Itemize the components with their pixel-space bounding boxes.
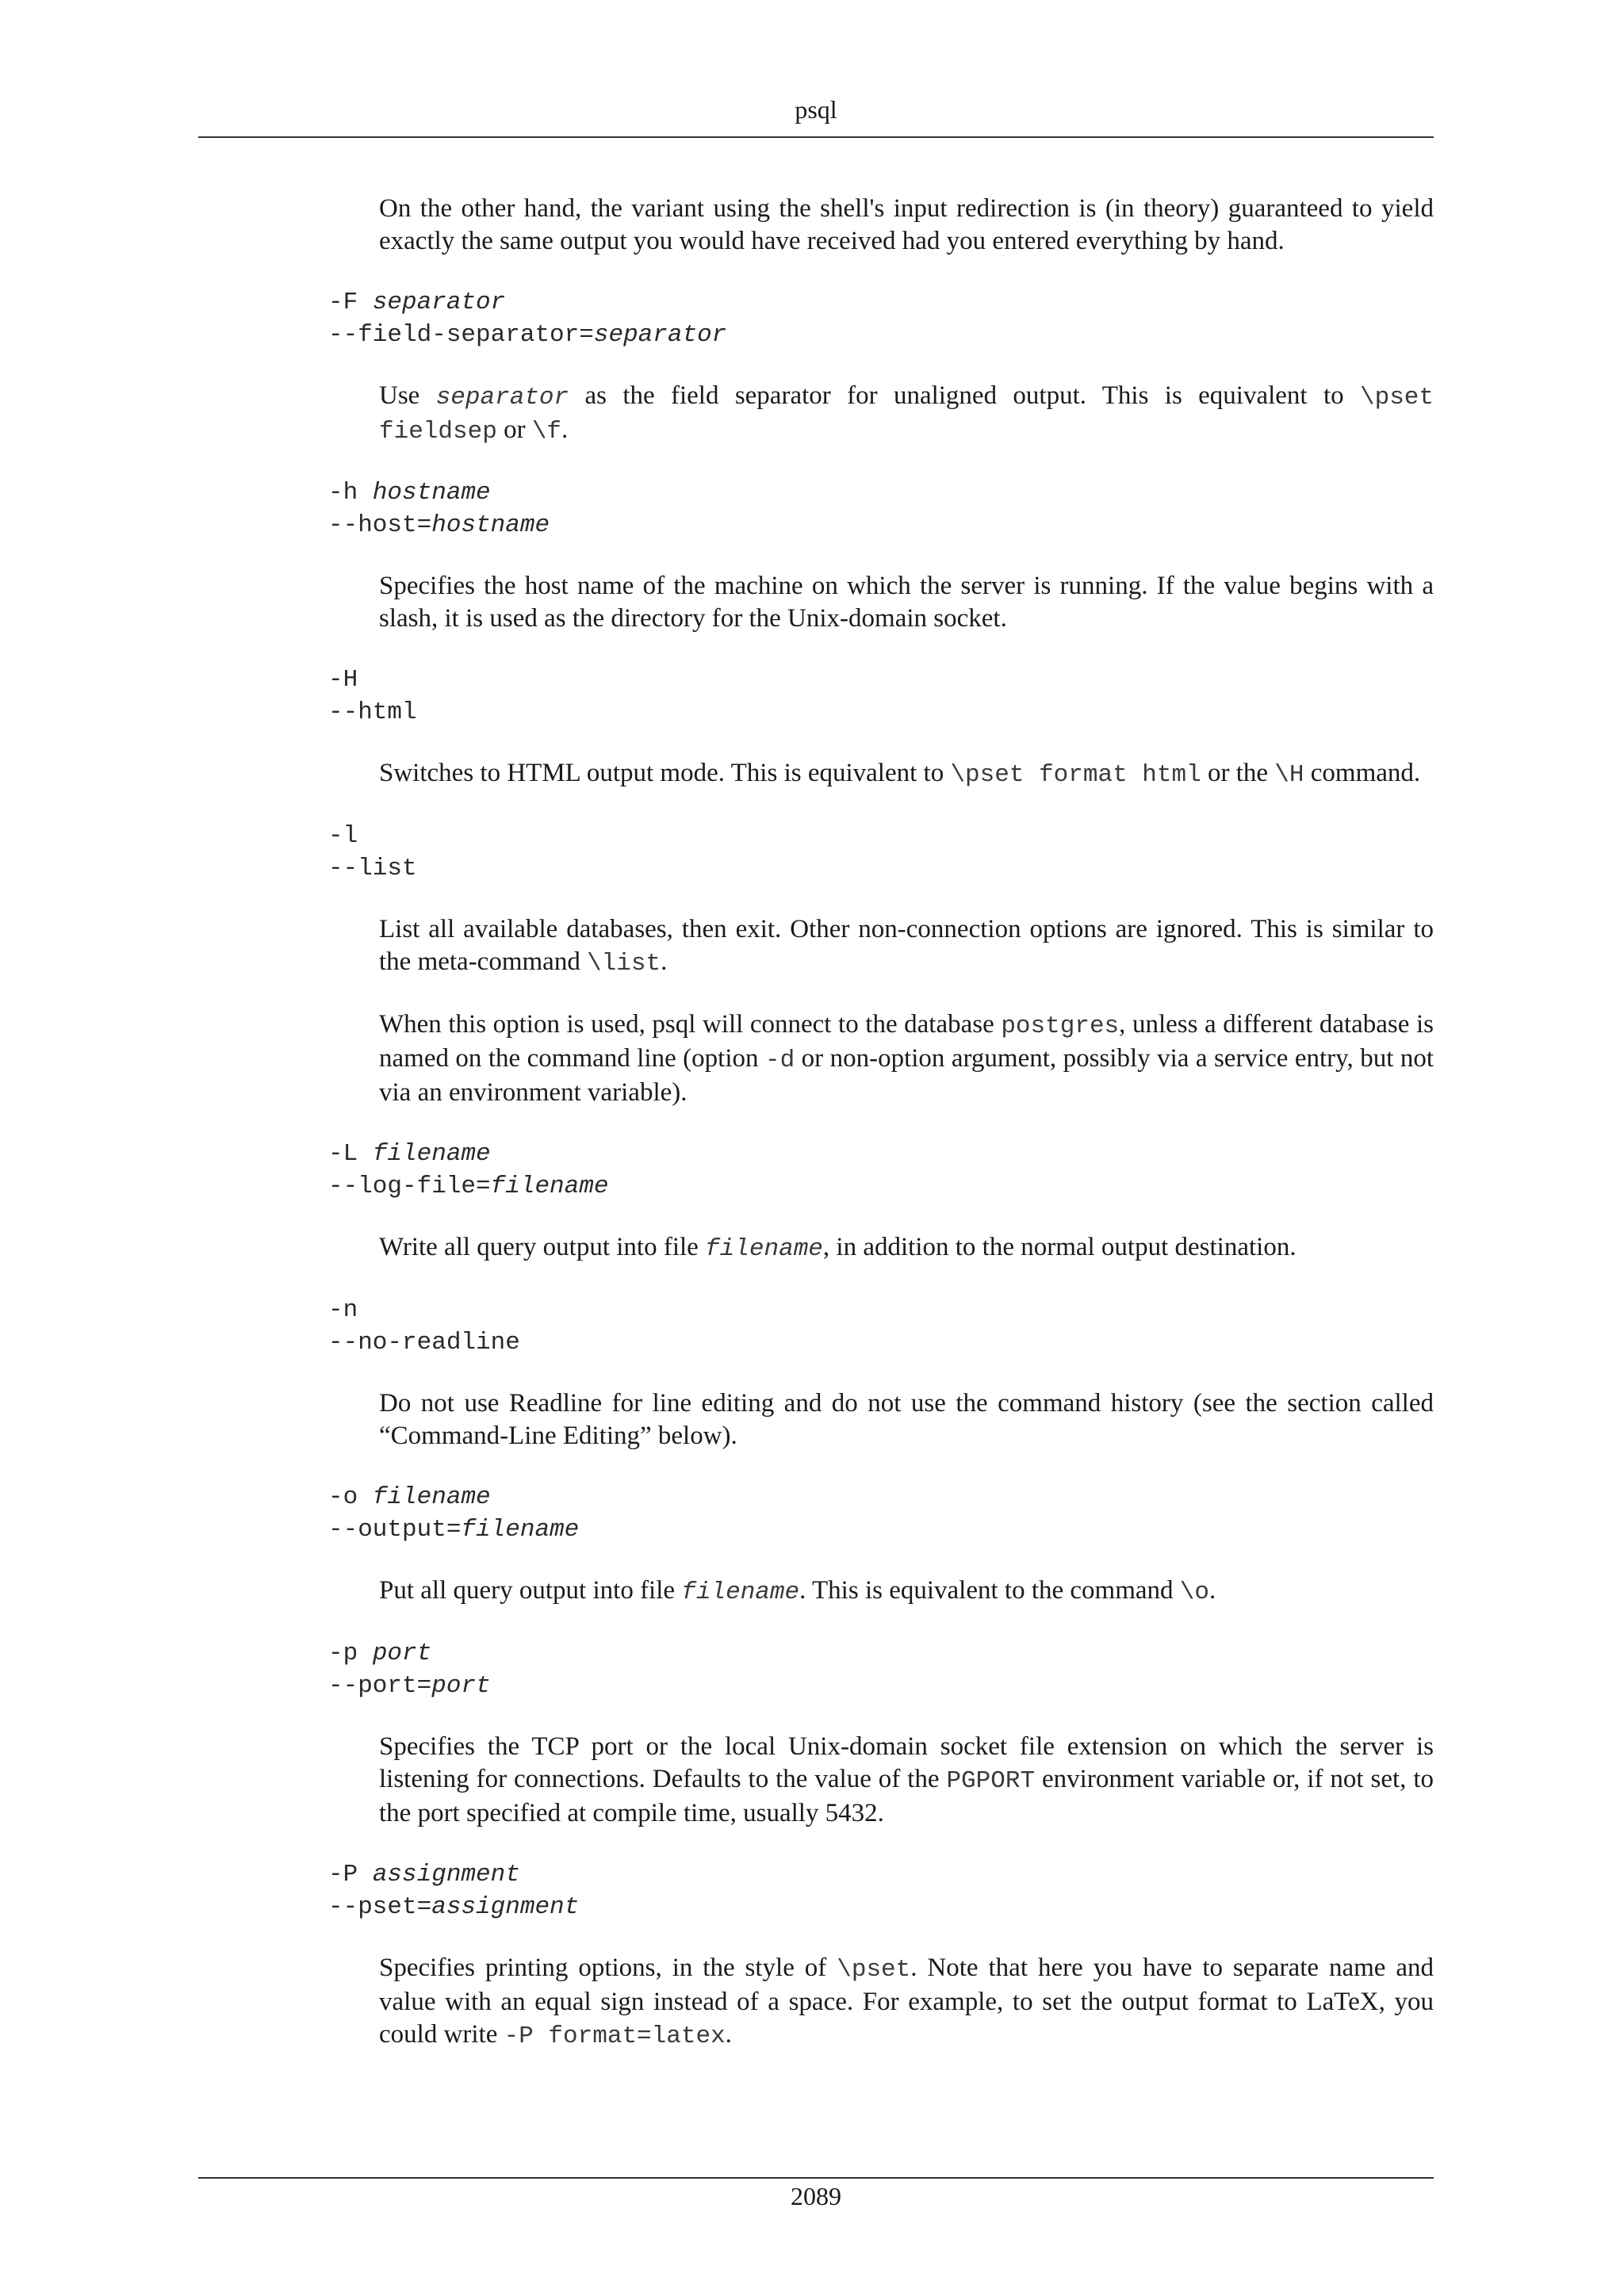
option-o-term <box>328 1481 1434 1546</box>
option-h-term <box>328 476 1434 541</box>
option-L-term <box>328 1138 1434 1203</box>
option-P-short: -P assignment <box>328 1861 520 1888</box>
option-H-term <box>328 664 1434 729</box>
option-n-long: --no-readline <box>328 1329 520 1357</box>
option-L-short: -L filename <box>328 1140 491 1168</box>
footer-rule <box>198 2177 1434 2179</box>
running-header: psql <box>795 95 837 124</box>
option-o-short: -o filename <box>328 1483 491 1511</box>
option-P-description: Specifies printing options, in the style of \pset. Note that here you have to separate name and value with an equal sign instead of a space. For example, to set the output format to LaTeX, you could write -P format=latex. <box>379 1954 1434 2050</box>
option-l-short: -l <box>328 822 358 850</box>
option-p-short: -p port <box>328 1640 432 1667</box>
option-F-description: Use separator as the field separator for unaligned output. This is equivalent to \pset fieldsep or \f. <box>379 381 1434 446</box>
option-h-description: Specifies the host name of the machine on which the server is running. If the value begins with a slash, it is used as the directory for the Unix-domain socket. <box>379 572 1434 633</box>
option-n-term <box>328 1294 1434 1359</box>
document-body <box>328 193 1434 2081</box>
option-o-long: --output=filename <box>328 1516 580 1544</box>
option-F-short: -F separator <box>328 289 506 316</box>
option-p-long: --port=port <box>328 1672 491 1700</box>
header-rule <box>198 136 1434 138</box>
option-P-term <box>328 1858 1434 1923</box>
option-h-long: --host=hostname <box>328 511 550 539</box>
option-n-short: -n <box>328 1296 358 1324</box>
page-number: 2089 <box>791 2182 841 2210</box>
option-n-description: Do not use Readline for line editing and do not use the command history (see the section called “Command-Line Editing” below). <box>379 1389 1434 1450</box>
option-F-long: --field-separator=separator <box>328 321 727 349</box>
option-o-description: Put all query output into file filename. This is equivalent to the command \o. <box>379 1576 1216 1606</box>
option-h-short: -h hostname <box>328 479 491 507</box>
option-l-term <box>328 820 1434 885</box>
option-L-description: Write all query output into file filename, in addition to the normal output destination. <box>379 1233 1297 1263</box>
option-l-description: List all available databases, then exit. Other non-connection options are ignored. This is similar to the meta-command \list. <box>379 915 1434 978</box>
option-l-note: When this option is used, psql will connect to the database postgres, unless a different database is named on the command line (option -d or non-option argument, possibly via a service entry, but not via an environment variable). <box>379 1010 1434 1107</box>
option-L-long: --log-file=filename <box>328 1173 609 1200</box>
option-H-description: Switches to HTML output mode. This is equivalent to \pset format html or the \H command. <box>379 759 1421 789</box>
option-p-description: Specifies the TCP port or the local Unix-domain socket file extension on which the server is listening for connections. Defaults to the value of the PGPORT environment variable or, if not set, to the port specified at compile time, usually 5432. <box>379 1732 1434 1827</box>
option-H-long: --html <box>328 698 417 726</box>
intro-paragraph: On the other hand, the variant using the shell's input redirection is (in theory) guaranteed to yield exactly the same output you would have received had you entered everything by hand. <box>379 194 1434 255</box>
option-P-long: --pset=assignment <box>328 1893 580 1921</box>
option-p-term <box>328 1637 1434 1702</box>
option-H-short: -H <box>328 666 358 694</box>
option-F-term <box>328 286 1434 351</box>
option-l-long: --list <box>328 855 417 882</box>
